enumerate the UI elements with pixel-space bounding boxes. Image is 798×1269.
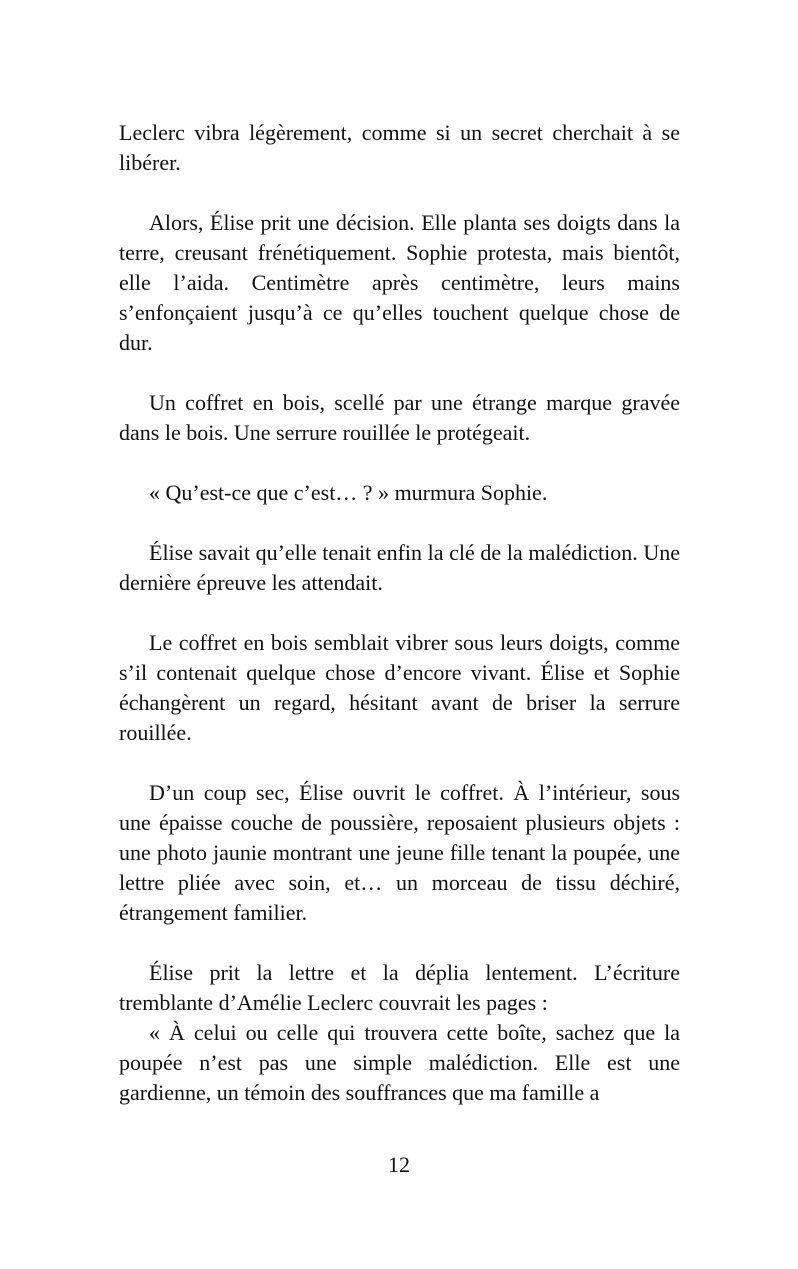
page-number: 12 bbox=[388, 1152, 410, 1177]
paragraph: Le coffret en bois semblait vibrer sous leurs doigts, comme s’il contenait quelque chose d’encore vivant. Élise et Sophie échangèrent un regard, hésitant avant de briser la serrure rouillée. bbox=[119, 630, 680, 745]
paragraph: D’un coup sec, Élise ouvrit le coffret. À l’intérieur, sous une épaisse couche de poussière, reposaient plusieurs objets : une photo jaunie montrant une jeune fille tenant la poupée, une lettre pliée avec soin, et… un morceau de tissu déchiré, étrangement familier. bbox=[119, 780, 680, 925]
paragraph: Un coffret en bois, scellé par une étrange marque gravée dans le bois. Une serrure rouillée le protégeait. bbox=[119, 390, 680, 445]
page-body bbox=[119, 118, 680, 1108]
paragraph: Alors, Élise prit une décision. Elle planta ses doigts dans la terre, creusant frénétiquement. Sophie protesta, mais bientôt, elle l’aida. Centimètre après centimètre, leurs mains s’enfonçaient jusqu’à ce qu’elles touchent quelque chose de dur. bbox=[119, 210, 680, 355]
paragraph-dialogue: « Qu’est-ce que c’est… ? » murmura Sophie. bbox=[149, 480, 548, 505]
paragraph: Élise prit la lettre et la déplia lentement. L’écriture tremblante d’Amélie Leclerc couvrait les pages : bbox=[119, 960, 680, 1015]
paragraph: Élise savait qu’elle tenait enfin la clé de la malédiction. Une dernière épreuve les attendait. bbox=[119, 540, 680, 595]
paragraph-letter-quote: « À celui ou celle qui trouvera cette boîte, sachez que la poupée n’est pas une simple malédiction. Elle est une gardienne, un témoin des souffrances que ma famille a bbox=[119, 1020, 680, 1105]
paragraph-continuation: Leclerc vibra légèrement, comme si un secret cherchait à se libérer. bbox=[119, 120, 680, 175]
